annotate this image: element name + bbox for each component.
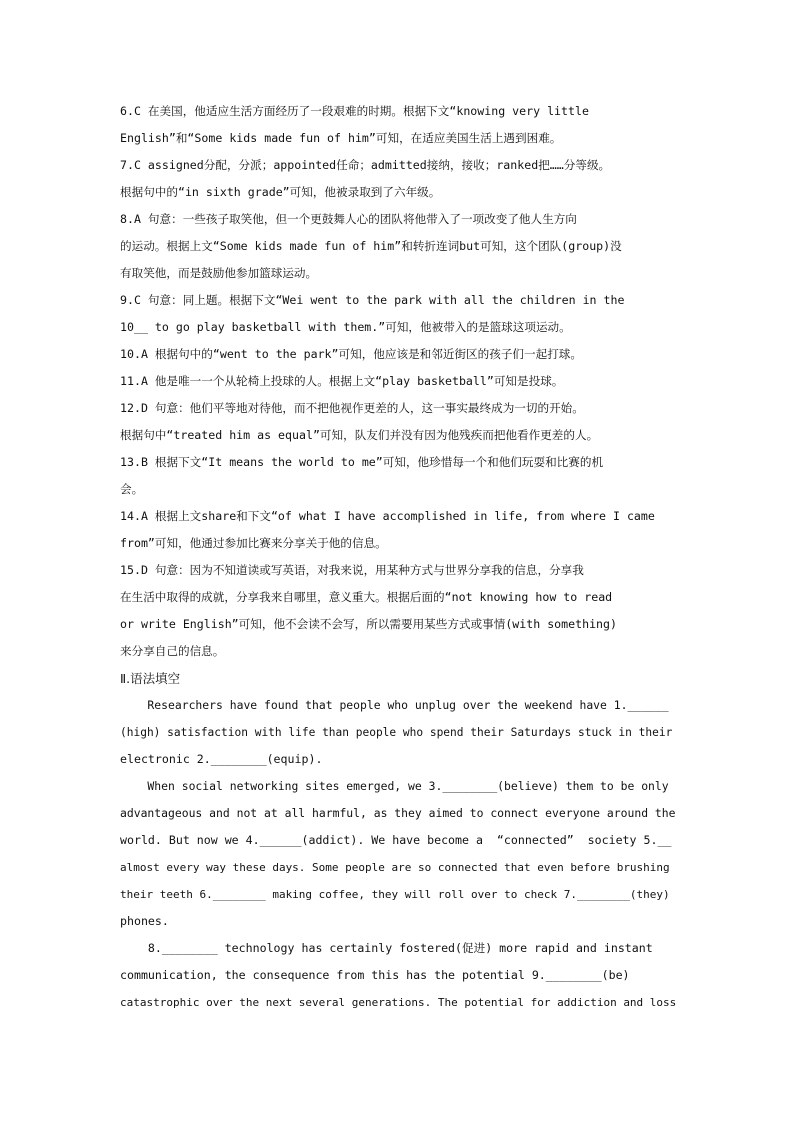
answer-14-line-1: 14.A 根据上文share和下文“of what I have accomplished in life, from where I came — [120, 509, 655, 523]
answer-6-line-1: 6.C 在美国，他适应生活方面经历了一段艰难的时期。根据下文“knowing very little — [120, 104, 589, 118]
answer-10-line-1: 10.A 根据句中的“went to the park”可知，他应该是和邻近街区的孩子们一起打球。 — [120, 347, 582, 361]
answer-8-line-1: 8.A 句意：一些孩子取笑他，但一个更鼓舞人心的团队将他带入了一项改变了他人生方向 — [120, 212, 577, 226]
passage-p2-line-6: phones. — [120, 914, 169, 928]
passage-p3-line-3: catastrophic over the next several generations. The potential for addiction and loss — [120, 996, 676, 1009]
passage-p1-line-3: electronic 2.________(equip). — [120, 752, 323, 766]
answer-7-line-1: 7.C assigned分配，分派；appointed任命；admitted接纳，接收；ranked把……分等级。 — [120, 158, 611, 172]
answer-15-line-3: or write English”可知，他不会读不会写，所以需要用某些方式或事情(with something) — [120, 617, 617, 631]
answer-14-line-2: from”可知，他通过参加比赛来分享关于他的信息。 — [120, 536, 387, 550]
answer-12-line-2: 根据句中“treated him as equal”可知，队友们并没有因为他残疾而把他看作更差的人。 — [120, 428, 599, 442]
answer-11-line-1: 11.A 他是唯一一个从轮椅上投球的人。根据上文“play basketball”可知是投球。 — [120, 374, 564, 388]
passage-p2-line-1: When social networking sites emerged, we 3.________(believe) them to be only — [120, 779, 669, 793]
passage-p2-line-4: almost every way these days. Some people are so connected that even before brushing — [120, 861, 670, 874]
document-page — [120, 98, 676, 1016]
answer-8-line-3: 有取笑他，而是鼓励他参加篮球运动。 — [120, 266, 318, 280]
passage-p3-line-1: 8.________ technology has certainly fostered(促进) more rapid and instant — [120, 941, 653, 955]
answer-9-line-1: 9.C 句意：同上题。根据下文“Wei went to the park with all the children in the — [120, 293, 625, 307]
passage-p1-line-1: Researchers have found that people who unplug over the weekend have 1.______ — [120, 698, 669, 712]
passage-p2-line-2: advantageous and not at all harmful, as they aimed to connect everyone around the — [120, 806, 676, 820]
answer-13-line-1: 13.B 根据下文“It means the world to me”可知，他珍惜每一个和他们玩耍和比赛的机 — [120, 455, 604, 469]
passage-p3-line-2: communication, the consequence from this has the potential 9.________(be) — [120, 968, 630, 982]
answer-8-line-2: 的运动。根据上文“Some kids made fun of him”和转折连词but可知，这个团队(group)没 — [120, 239, 622, 253]
answer-13-line-2: 会。 — [120, 482, 144, 496]
answer-6-line-2: English”和“Some kids made fun of him”可知，在适应美国生活上遇到困难。 — [120, 131, 562, 145]
answer-15-line-2: 在生活中取得的成就，分享我来自哪里，意义重大。根据后面的“not knowing how to read — [120, 590, 613, 604]
answer-9-line-2: 10__ to go play basketball with them.”可知，他被带入的是篮球这项运动。 — [120, 320, 571, 334]
passage-p2-line-3: world. But now we 4.______(addict). We have become a “connected” society 5.__ — [120, 833, 672, 847]
answer-15-line-4: 来分享自己的信息。 — [120, 644, 225, 658]
answer-12-line-1: 12.D 句意：他们平等地对待他，而不把他视作更差的人，这一事实最终成为一切的开始。 — [120, 401, 584, 415]
section-title: Ⅱ.语法填空 — [120, 671, 181, 686]
passage-p2-line-5: their teeth 6.________ making coffee, they will roll over to check 7.________(they) — [120, 888, 670, 901]
answer-15-line-1: 15.D 句意：因为不知道读或写英语，对我来说，用某种方式与世界分享我的信息，分享我 — [120, 563, 584, 577]
answer-7-line-2: 根据句中的“in sixth grade”可知，他被录取到了六年级。 — [120, 185, 441, 199]
passage-p1-line-2: (high) satisfaction with life than people who spend their Saturdays stuck in their — [120, 726, 673, 739]
